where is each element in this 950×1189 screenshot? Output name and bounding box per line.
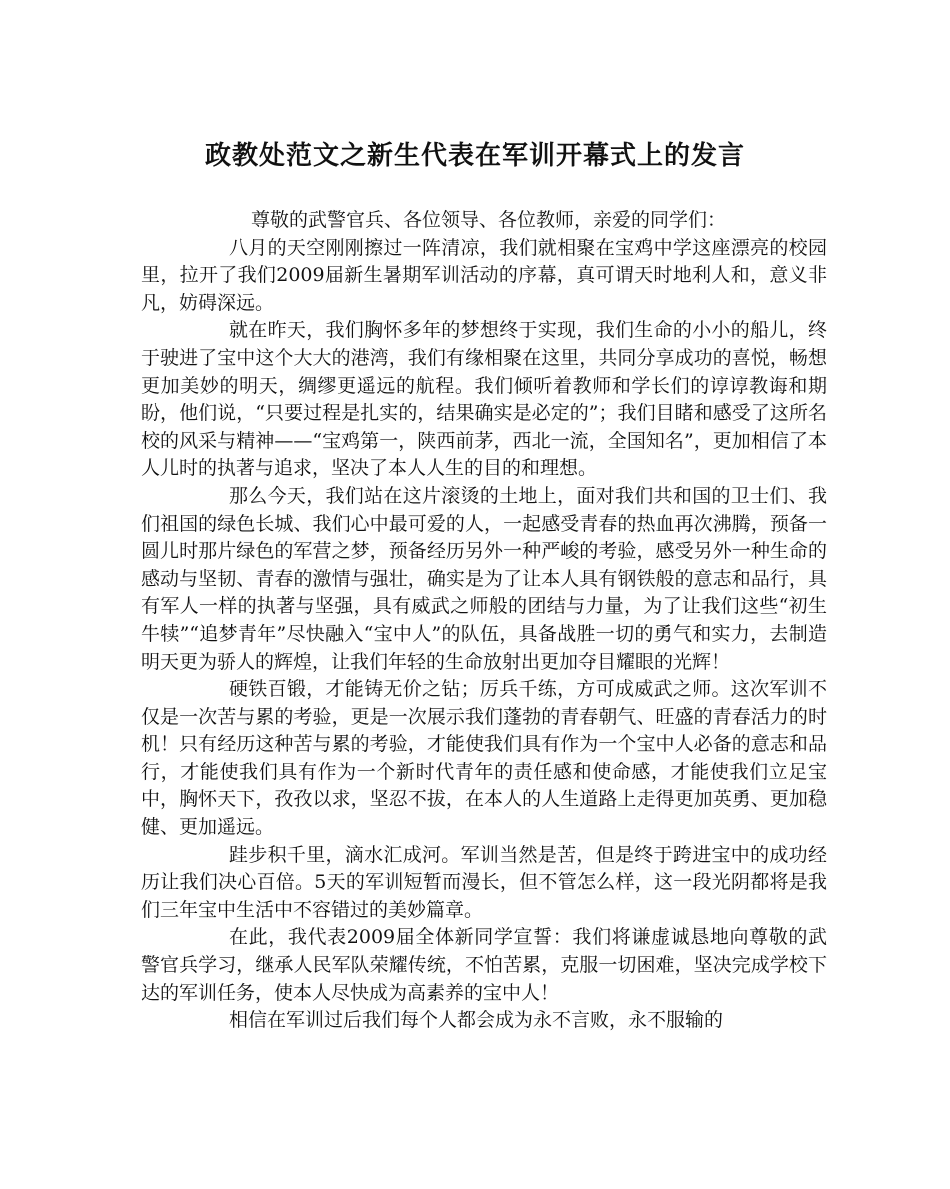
paragraph: 在此，我代表2009届全体新同学宣誓：我们将谦虚诚恳地向尊敬的武警官兵学习，继承人民军队荣耀传统，不怕苦累，克服一切困难，坚决完成学校下达的军训任务，使本人尽快成为高素养的宝中人！ bbox=[141, 926, 827, 1004]
paragraph: 就在昨天，我们胸怀多年的梦想终于实现，我们生命的小小的船儿，终于驶进了宝中这个大大的港湾，我们有缘相聚在这里，共同分享成功的喜悦，畅想更加美妙的明天，绸缪更遥远的航程。我们倾听着教师和学长们的谆谆教诲和期盼，他们说，“只要过程是扎实的，结果确实是必定的”；我们目睹和感受了这所名校的风采与精神——“宝鸡第一，陕西前茅，西北一流，全国知名”，更加相信了本人儿时的执著与追求，坚决了本人人生的目的和理想。 bbox=[141, 319, 827, 480]
salutation: 尊敬的武警官兵、各位领导、各位教师，亲爱的同学们： bbox=[251, 209, 727, 231]
paragraph: 跬步积千里，滴水汇成河。军训当然是苦，但是终于跨进宝中的成功经历让我们决心百倍。5天的军训短暂而漫长，但不管怎么样，这一段光阴都将是我们三年宝中生活中不容错过的美妙篇章。 bbox=[141, 843, 827, 921]
paragraph: 那么今天，我们站在这片滚烫的土地上，面对我们共和国的卫士们、我们祖国的绿色长城、我们心中最可爱的人，一起感受青春的热血再次沸腾，预备一圆儿时那片绿色的军营之梦，预备经历另外一种严峻的考验，感受另外一种生命的感动与坚韧、青春的激情与强壮，确实是为了让本人具有钢铁般的意志和品行，具有军人一样的执著与坚强，具有威武之师般的团结与力量，为了让我们这些“初生牛犊”“追梦青年”尽快融入“宝中人”的队伍，具备战胜一切的勇气和实力，去制造明天更为骄人的辉煌，让我们年轻的生命放射出更加夺目耀眼的光辉！ bbox=[141, 484, 827, 673]
paragraph: 八月的天空刚刚擦过一阵清凉，我们就相聚在宝鸡中学这座漂亮的校园里，拉开了我们2009届新生暑期军训活动的序幕，真可谓天时地利人和，意义非凡，妨碍深远。 bbox=[141, 236, 827, 314]
paragraph: 相信在军训过后我们每个人都会成为永不言败，永不服输的 bbox=[229, 1009, 724, 1032]
paragraph: 硬铁百锻，才能铸无价之钻；厉兵千练，方可成威武之师。这次军训不仅是一次苦与累的考验，更是一次展示我们蓬勃的青春朝气、旺盛的青春活力的时机！只有经历这种苦与累的考验，才能使我们具有作为一个宝中人必备的意志和品行，才能使我们具有作为一个新时代青年的责任感和使命感，才能使我们立足宝中，胸怀天下，孜孜以求，坚忍不拔，在本人的人生道路上走得更加英勇、更加稳健、更加遥远。 bbox=[141, 678, 827, 839]
document-title: 政教处范文之新生代表在军训开幕式上的发言 bbox=[204, 141, 745, 171]
document-body bbox=[141, 207, 827, 1035]
